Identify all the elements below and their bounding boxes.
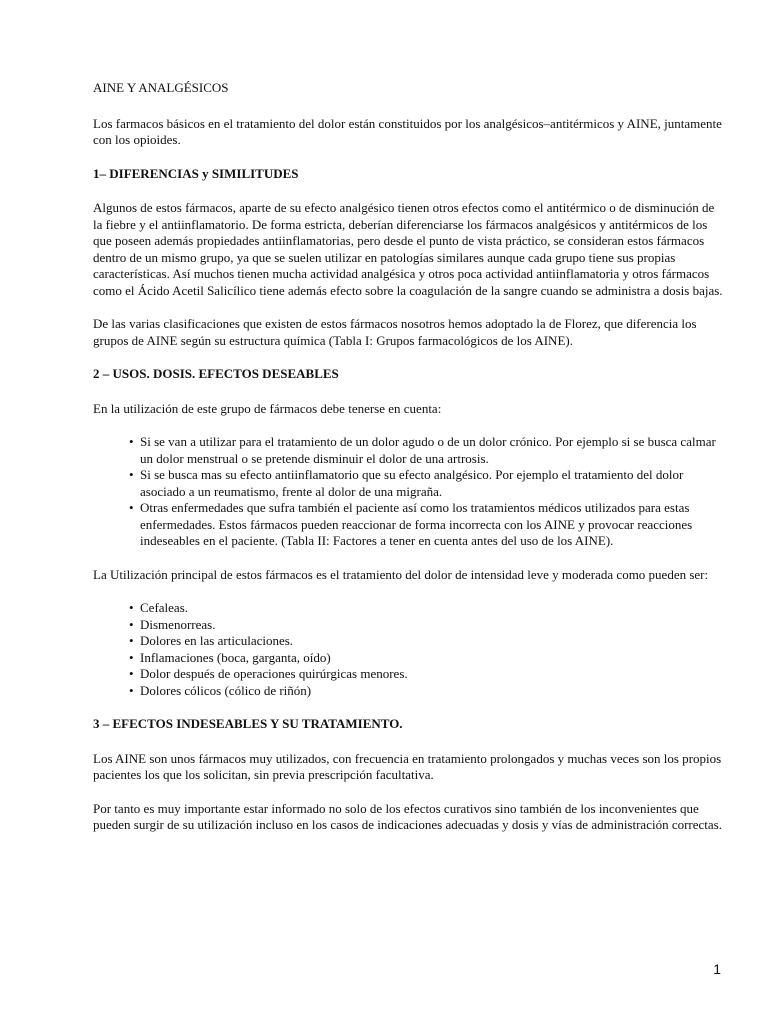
section-3-paragraph-2: Por tanto es muy importante estar informado no solo de los efectos curativos sino también de los inconvenientes que pueden surgir de su utilización incluso en los casos de indicaciones adecuadas y dosis y vías de administración correctas. (93, 800, 722, 832)
list-item-text: Dolores en las articulaciones. (140, 633, 294, 648)
section-3-paragraph-1: Los AINE son unos fármacos muy utilizados, con frecuencia en tratamiento prolongados y muchas veces son los propios pacientes los que los solicitan, sin previa prescripción facultativa. (93, 750, 722, 782)
bullet-icon: • (129, 467, 134, 482)
list-item-text: Si se van a utilizar para el tratamiento de un dolor agudo o de un dolor crónico. Por ejemplo si se busca calmar un dolor menstrual o se pretende disminuir el dolor de una artrosis. (140, 434, 716, 466)
list-item-text: Cefaleas. (140, 600, 189, 615)
list-item (129, 467, 725, 500)
intro-paragraph: Los farmacos básicos en el tratamiento del dolor están constituidos por los analgésicos–antitérmicos y AINE, juntamente con los opioides. (93, 115, 722, 147)
section-2-heading: 2 – USOS. DOSIS. EFECTOS DESEABLES (93, 366, 339, 381)
list-item (129, 600, 725, 617)
document-body (93, 80, 725, 851)
list-item (129, 633, 725, 650)
bullet-icon: • (129, 633, 134, 648)
section-3-heading: 3 – EFECTOS INDESEABLES Y SU TRATAMIENTO. (93, 716, 403, 731)
section-2-intro: En la utilización de este grupo de fármacos debe tenerse en cuenta: (93, 400, 442, 416)
list-item (129, 666, 725, 683)
list-item-text: Dolor después de operaciones quirúrgicas menores. (140, 666, 408, 681)
section-1-heading: 1– DIFERENCIAS y SIMILITUDES (93, 165, 299, 181)
bullet-icon: • (129, 500, 134, 515)
list-item (129, 617, 725, 634)
page-number: 1 (713, 961, 721, 977)
bullet-icon: • (129, 649, 134, 665)
section-1-paragraph-2: De las varias clasificaciones que existen de estos fármacos nosotros hemos adoptado la de Florez, que diferencia los grupos de AINE según su estructura química (Tabla I: Grupos farmacológicos de los AINE). (93, 316, 697, 348)
list-item (129, 500, 725, 550)
bullet-icon: • (129, 666, 134, 681)
section-1-paragraph-1: Algunos de estos fármacos, aparte de su efecto analgésico tienen otros efectos como el antitérmico o de disminución de la fiebre y el antiinflamatorio. De forma estricta, deberían diferenciarse los fármacos analgésicos y antitérmicos de los que poseen además propiedades antiinflamatorias, pero desde el punto de vista práctico, se consideran estos fármacos dentro de un mismo grupo, ya que se suelen utilizar en patologías similares aunque cada grupo tiene sus propias características. Así muchos tienen mucha actividad analgésica y otros poca actividad antiinflamatoria y otros fármacos como el Ácido Acetil Salicílico tiene además efecto sobre la coagulación de la sangre cuando se administra a dosis bajas. (93, 200, 723, 298)
document-title: AINE Y ANALGÉSICOS (93, 80, 229, 95)
bullet-icon: • (129, 616, 134, 632)
list-item-text: Dismenorreas. (140, 616, 216, 632)
bullet-icon: • (129, 600, 134, 615)
list-item (129, 434, 725, 467)
usage-intro-paragraph: La Utilización principal de estos fármacos es el tratamiento del dolor de intensidad leve y moderada como pueden ser: (93, 566, 709, 582)
list-item-text: Dolores cólicos (cólico de riñón) (140, 682, 312, 698)
list-item (129, 650, 725, 667)
bullet-icon: • (129, 434, 134, 449)
list-item-text: Inflamaciones (boca, garganta, oído) (140, 649, 331, 665)
uses-list (93, 600, 725, 699)
bullet-icon: • (129, 682, 134, 698)
list-item (129, 683, 725, 700)
considerations-list (93, 434, 725, 550)
list-item-text: Si se busca mas su efecto antiinflamatorio que su efecto analgésico. Por ejemplo el tratamiento del dolor asociado a un reumatismo, frente al dolor de una migraña. (140, 467, 684, 499)
list-item-text: Otras enfermedades que sufra también el paciente así como los tratamientos médicos utilizados para estas enfermedades. Estos fármacos pueden reaccionar de forma incorrecta con los AINE y provocar reacciones indeseables en el paciente. (Tabla II: Factores a tener en cuenta antes del uso de los AINE). (140, 500, 693, 548)
